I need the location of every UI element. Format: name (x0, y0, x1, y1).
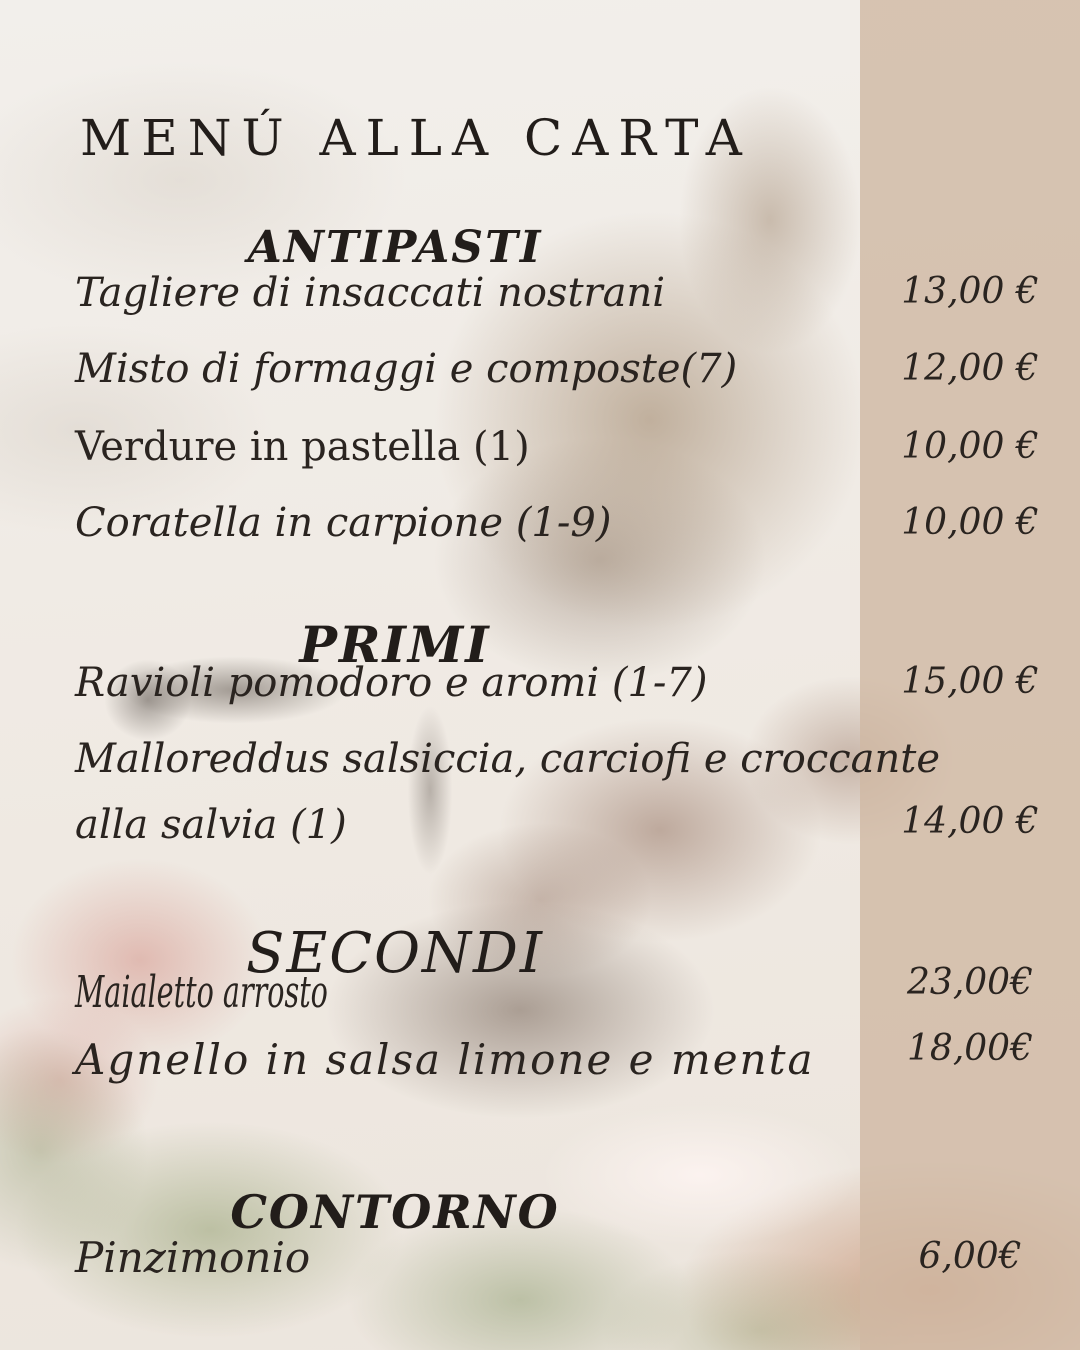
section-label-antipasti: ANTIPASTI (247, 221, 543, 273)
section-label-contorno: CONTORNO (230, 1185, 560, 1240)
menu-item-name: Tagliere di insaccati nostrani (75, 270, 666, 316)
section-label-primi: PRIMI (299, 614, 491, 674)
section-label-secondi: SECONDI (245, 921, 545, 987)
menu-item-name: Verdure in pastella (1) (75, 424, 530, 470)
menu-item-price: 18,00€ (907, 1028, 1033, 1069)
menu-item-name: Coratella in carpione (1-9) (75, 500, 612, 546)
menu-item-price: 23,00€ (907, 962, 1033, 1003)
menu-item-price: 10,00 € (901, 502, 1039, 543)
menu-item-name-line2: alla salvia (1) (75, 802, 347, 848)
menu-item-name: Agnello in salsa limone e menta (75, 1035, 815, 1084)
menu-item-price: 10,00 € (901, 426, 1039, 467)
menu-item-name: Ravioli pomodoro e aromi (1-7) (75, 660, 708, 706)
menu-item-name: Pinzimonio (75, 1233, 311, 1282)
menu-item-price: 15,00 € (901, 661, 1039, 702)
menu-item-price: 13,00 € (901, 271, 1039, 312)
menu-item-name-line1: Malloreddus salsiccia, carciofi e croccante (75, 736, 941, 782)
menu-title: MENÚ ALLA CARTA (80, 108, 752, 167)
menu-item-price: 12,00 € (901, 348, 1039, 389)
menu-item-price: 14,00 € (901, 801, 1039, 842)
menu-item-name: Maialetto arrosto (75, 967, 328, 1018)
menu-item-name: Misto di formaggi e composte(7) (75, 346, 738, 392)
menu-item-price: 6,00€ (918, 1236, 1022, 1277)
